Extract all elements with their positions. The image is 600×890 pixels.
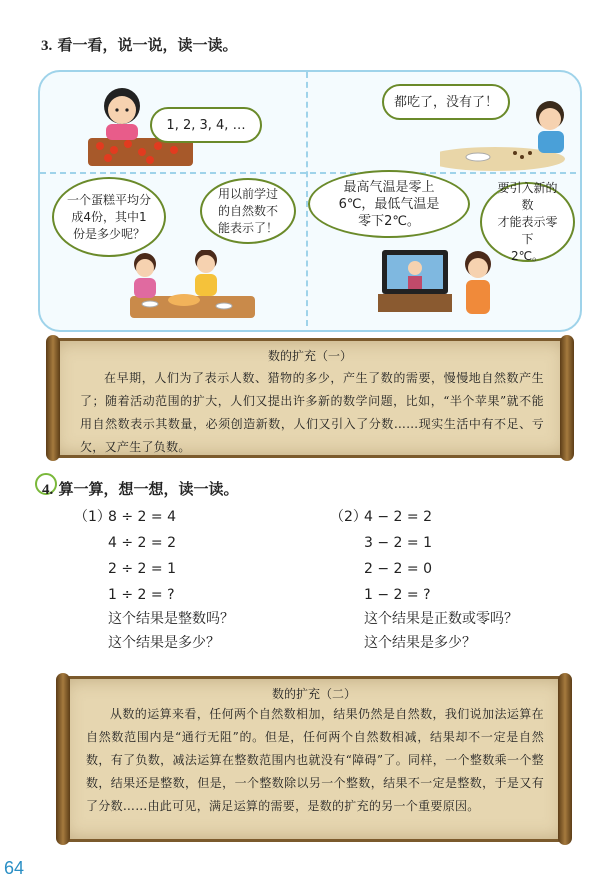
children-sharing-cake-illustration <box>120 250 260 322</box>
girl-watching-tv-weather-illustration <box>378 246 508 322</box>
exercise-2-line: 2 − 2 = 0 <box>364 561 432 577</box>
scroll-1-text: 在早期，人们为了表示人数、猎物的多少，产生了数的需要，慢慢地自然数产生了；随着活动范围的扩大，人们又提出许多新的数学问题，比如，“半个苹果”就不能用自然数表示其数量，必须创造新数，人们又引入了分数……现实生活中有不足、亏欠，又产生了负数。 <box>80 371 544 454</box>
exercise-2-question-value: 这个结果是多少？ <box>364 635 476 651</box>
scroll-2-title: 数的扩充（二） <box>271 687 356 701</box>
question-4-title <box>42 478 239 499</box>
knowledge-scroll-1 <box>54 338 566 458</box>
exercise-1-line: 2 ÷ 2 = 1 <box>108 561 176 577</box>
question-4-number: 4. <box>42 482 54 498</box>
exercise-1-line: 8 ÷ 2 = 4 <box>108 509 176 525</box>
exercise-2-line: 4 − 2 = 2 <box>364 509 432 525</box>
question-3-text: 看一看，说一说，读一读。 <box>57 36 238 54</box>
exercise-1-label: （1） <box>74 509 111 525</box>
exercise-2-line: 1 − 2 = ? <box>364 587 431 603</box>
question-3-number: 3. <box>41 38 53 54</box>
page-number: 64 <box>4 858 25 878</box>
exercise-2-question-sign: 这个结果是正数或零吗？ <box>364 611 518 627</box>
scroll-2-text: 从数的运算来看，任何两个自然数相加，结果仍然是自然数，我们说加法运算在自然数范围内是“通行无阻”的。但是，任何两个自然数相减，结果却不一定是自然数，有了负数，减法运算在整数范围内也就没有“障碍”了。同样，一个整数乘一个整数，结果还是整数，但是，一个整数除以另一个整数，结果不一定是整数，于是又有了分数……由此可见，满足运算的需要，是数的扩充的另一个重要原因。 <box>86 707 544 813</box>
exercise-2-label: （2） <box>330 509 367 525</box>
exercise-1-line: 4 ÷ 2 = 2 <box>108 535 176 551</box>
exercise-1-question-value: 这个结果是多少？ <box>108 635 220 651</box>
question-4-text: 算一算，想一想，读一读。 <box>58 480 239 498</box>
speech-bubble-eaten: 都吃了，没有了！ <box>382 84 510 120</box>
speech-bubble-new-numbers: 要引入新的数 才能表示零下 2℃。 <box>480 182 575 262</box>
speech-bubble-temperature: 最高气温是零上 6℃，最低气温是 零下2℃。 <box>308 170 470 238</box>
scroll-1-title: 数的扩充（一） <box>267 349 352 363</box>
speech-bubble-natural-numbers: 用以前学过 的自然数不 能表示了！ <box>200 178 296 244</box>
exercise-1-line: 1 ÷ 2 = ? <box>108 587 175 603</box>
knowledge-scroll-2 <box>64 676 564 842</box>
speech-bubble-counting: 1, 2, 3, 4, … <box>150 107 262 143</box>
question-3-title <box>41 34 238 55</box>
exercise-2-line: 3 − 2 = 1 <box>364 535 432 551</box>
exercise-1-question-integer: 这个结果是整数吗？ <box>108 611 234 627</box>
speech-bubble-cake: 一个蛋糕平均分 成4份，其中1 份是多少呢？ <box>52 177 166 257</box>
